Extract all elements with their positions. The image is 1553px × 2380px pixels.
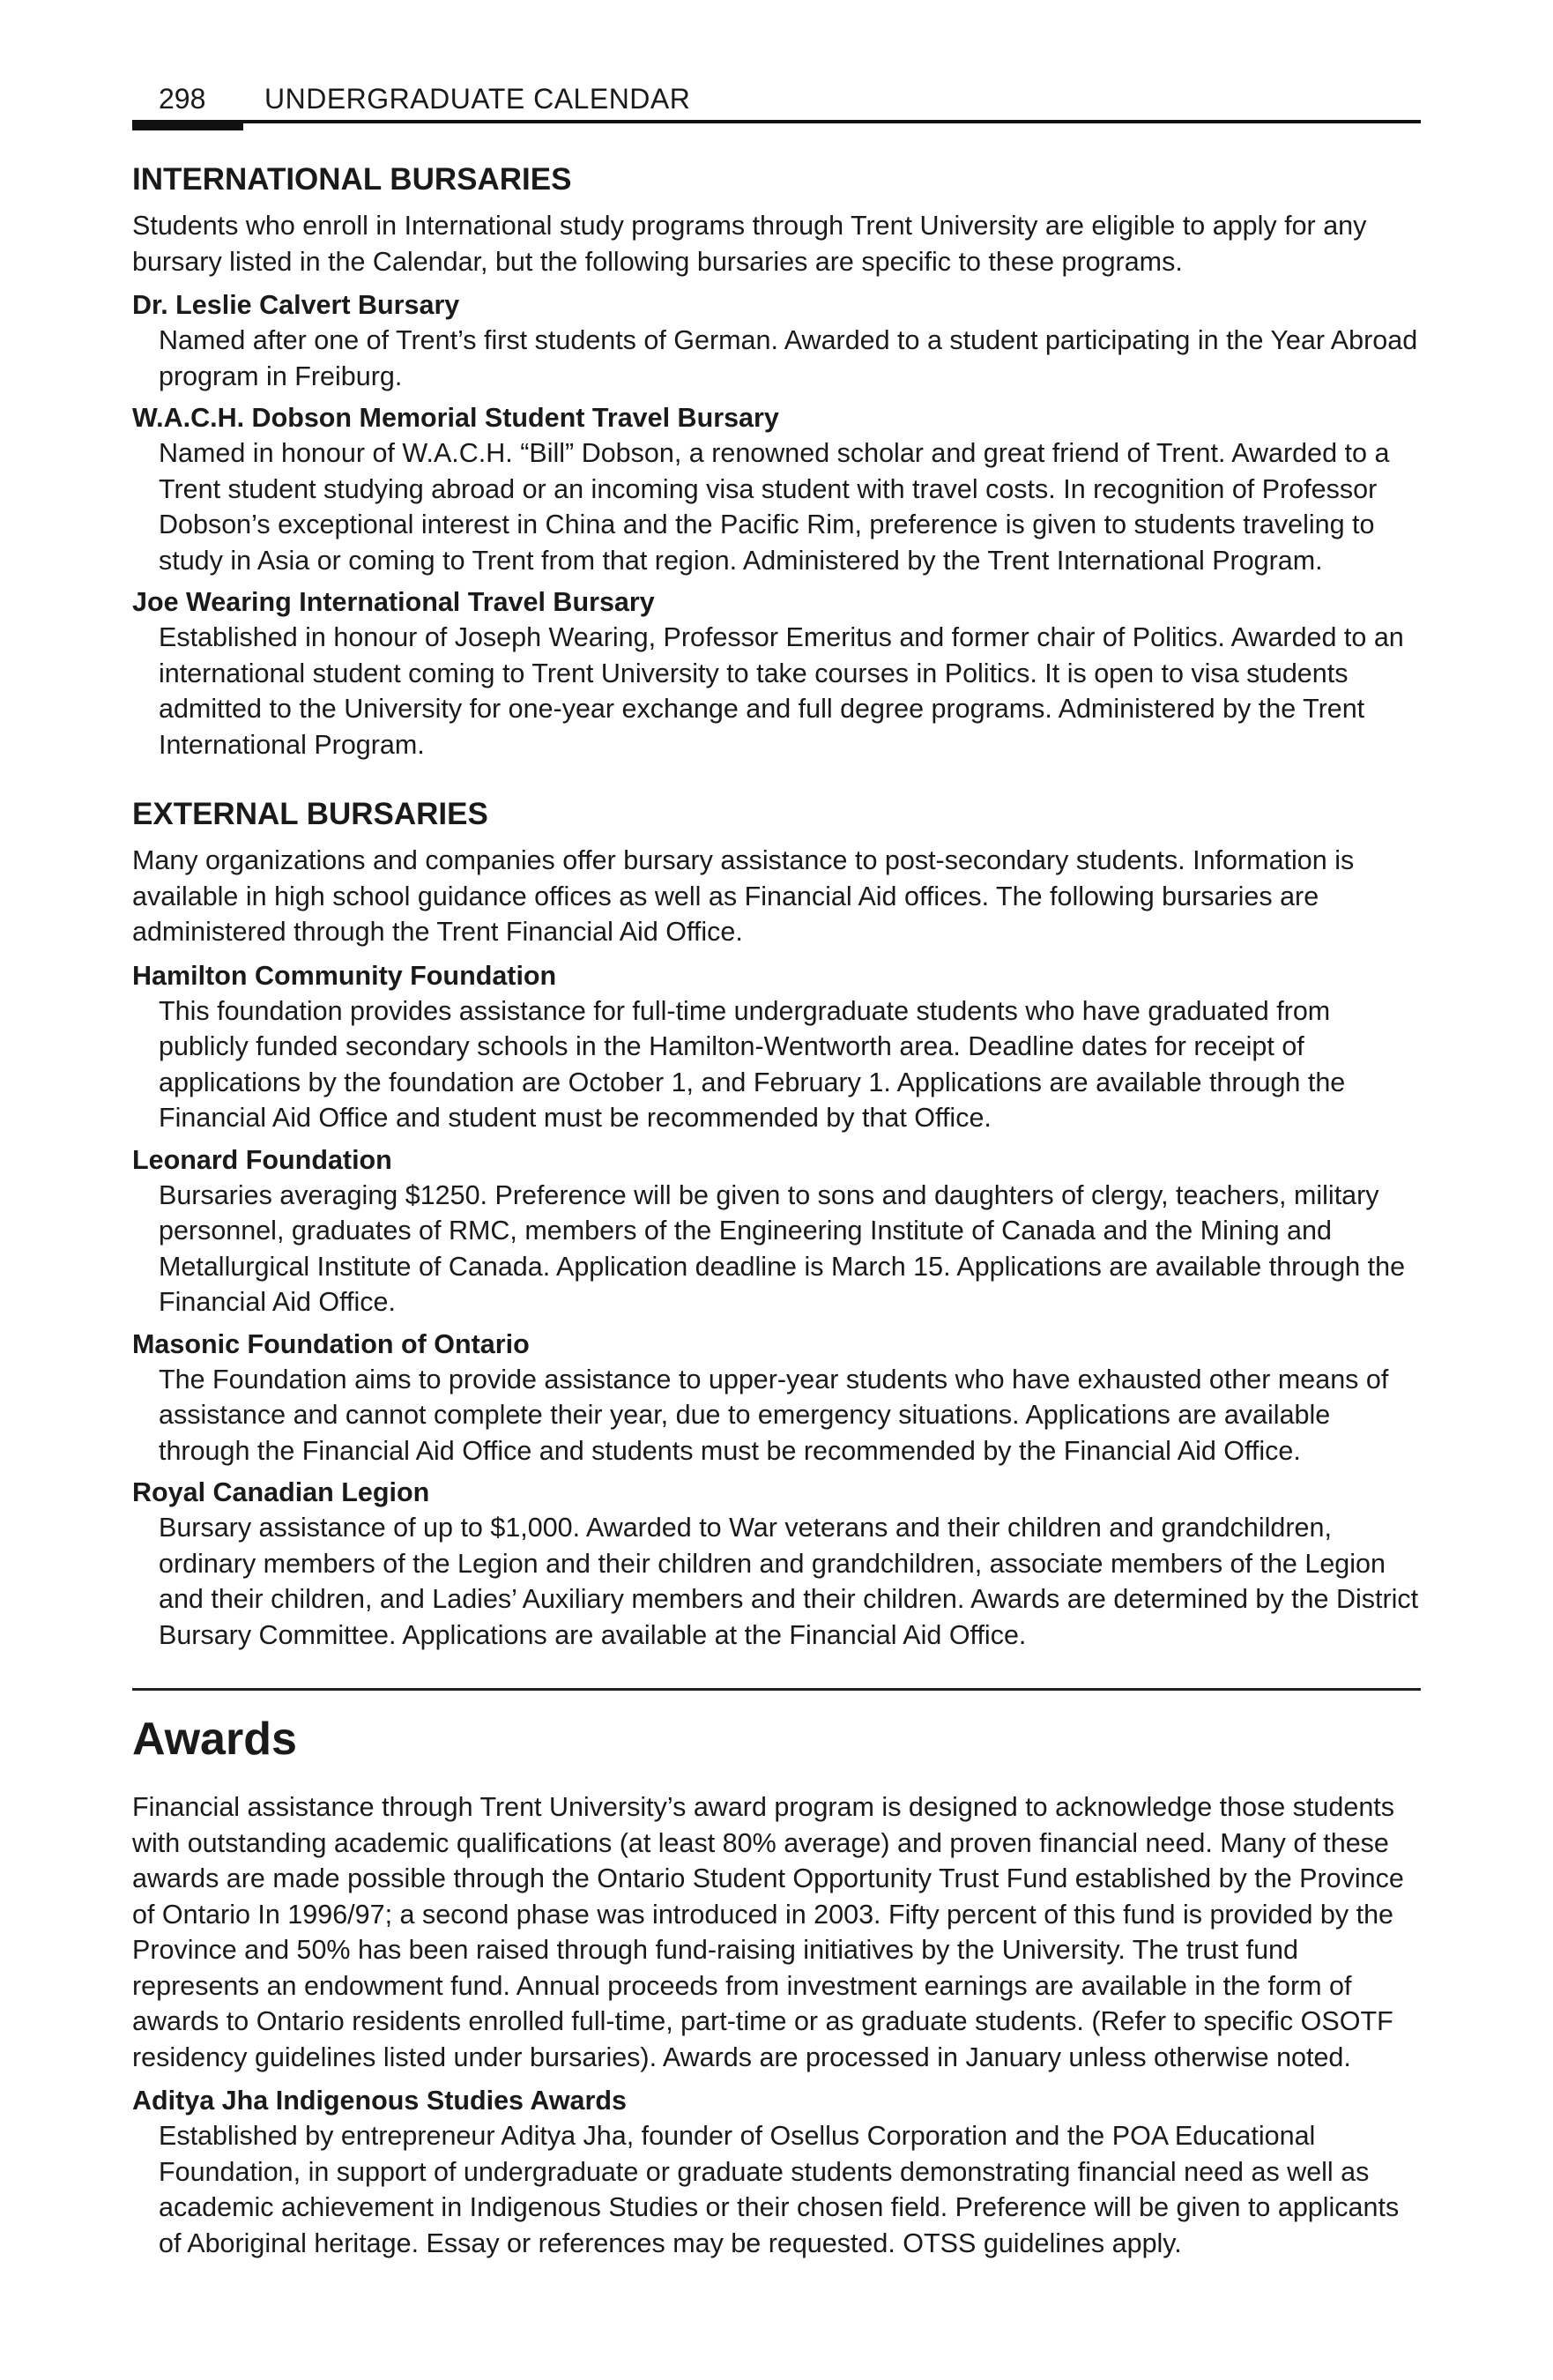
awards-intro: Financial assistance through Trent University’s award program is designed to acknowledge those students with outstanding academic qualifications (at least 80% average) and proven financial need. Many of these awards are made possible through the Ontario Student Opportunity Trust Fund established by the Province of Ontario In 1996/97; a second phase was introduced in 2003. Fifty percent of this fund is provided by the Province and 50% has been raised through fund-raising initiatives by the University. The trust fund represents an endowment fund. Annual proceeds from investment earnings are available in the form of awards to Ontario residents enrolled full-time, part-time or as graduate students. (Refer to specific OSOTF residency guidelines listed under bursaries). Awards are processed in January unless otherwise noted. — [132, 1792, 1404, 2072]
bursary-entry — [132, 400, 1421, 578]
bursary-description: Bursary assistance of up to $1,000. Awarded to War veterans and their children and grandchildren, ordinary members of the Legion and their children and grandchildren, associate members of the Legion and their children, and Ladies’ Auxiliary members and their children. Awards are determined by the District Bursary Committee. Applications are available at the Financial Aid Office. — [159, 1513, 1419, 1650]
bursary-name: Royal Canadian Legion — [132, 1477, 430, 1507]
header-tab-marker — [132, 120, 243, 130]
bursary-entry — [132, 958, 1421, 1136]
running-header-title: UNDERGRADUATE CALENDAR — [264, 83, 691, 115]
page-content — [132, 160, 1421, 2267]
bursary-entry — [132, 1475, 1421, 1653]
section-title: EXTERNAL BURSARIES — [132, 797, 488, 831]
awards-section — [132, 1712, 1421, 2261]
international-bursaries-section — [132, 160, 1421, 762]
section-divider — [132, 1688, 1421, 1691]
bursary-name: Masonic Foundation of Ontario — [132, 1328, 530, 1359]
bursary-entry — [132, 1142, 1421, 1320]
bursary-description: Named in honour of W.A.C.H. “Bill” Dobson, a renowned scholar and great friend of Trent. Awarded to a Trent student studying abroad or an incoming visa student with travel costs. In recognition of Professor Dobson’s exceptional interest in China and the Pacific Rim, preference is given to students traveling to study in Asia or coming to Trent from that region. Administered by the Trent International Program. — [159, 438, 1390, 576]
bursary-name: Joe Wearing International Travel Bursary — [132, 587, 655, 617]
header-rule — [132, 120, 1421, 123]
awards-heading: Awards — [132, 1714, 297, 1765]
bursary-description: This foundation provides assistance for full-time undergraduate students who have graduated from publicly funded secondary schools in the Hamilton-Wentworth area. Deadline dates for receipt of applications by the foundation are October 1, and February 1. Applications are available through the Financial Aid Office and student must be recommended by that Office. — [159, 995, 1346, 1133]
bursary-description: Bursaries averaging $1250. Preference will be given to sons and daughters of clergy, teachers, military personnel, graduates of RMC, members of the Engineering Institute of Canada and the Mining and Metallurgical Institute of Canada. Application deadline is March 15. Applications are available through the Financial Aid Office. — [159, 1179, 1406, 1317]
bursary-entry — [132, 584, 1421, 762]
running-header — [132, 81, 1421, 134]
bursary-name: Dr. Leslie Calvert Bursary — [132, 290, 460, 320]
bursary-description: Named after one of Trent’s first students of German. Awarded to a student participating in the Year Abroad program in Freiburg. — [159, 325, 1418, 391]
bursary-description: The Foundation aims to provide assistance to upper-year students who have exhausted other means of assistance and cannot complete their year, due to emergency situations. Applications are available through the Financial Aid Office and students must be recommended by the Financial Aid Office. — [159, 1364, 1389, 1466]
bursary-entry — [132, 1327, 1421, 1469]
award-entry — [132, 2083, 1421, 2261]
section-title: INTERNATIONAL BURSARIES — [132, 162, 572, 197]
section-intro: Many organizations and companies offer bursary assistance to post-secondary students. Information is available in high school guidance offices as well as Financial Aid offices. The following bursaries are administered through the Trent Financial Aid Office. — [132, 845, 1355, 947]
bursary-entry — [132, 287, 1421, 394]
award-description: Established by entrepreneur Aditya Jha, founder of Osellus Corporation and the POA Educational Foundation, in support of undergraduate or graduate students demonstrating financial need as well as academic achievement in Indigenous Studies or their chosen field. Preference will be given to applicants of Aboriginal heritage. Essay or references may be requested. OTSS guidelines apply. — [159, 2121, 1400, 2258]
bursary-name: W.A.C.H. Dobson Memorial Student Travel Bursary — [132, 403, 779, 433]
award-name: Aditya Jha Indigenous Studies Awards — [132, 2086, 627, 2116]
section-spacer — [132, 769, 1421, 795]
external-bursaries-section — [132, 795, 1421, 1653]
bursary-name: Leonard Foundation — [132, 1144, 392, 1175]
bursary-name: Hamilton Community Foundation — [132, 960, 557, 991]
page-number: 298 — [159, 83, 206, 115]
bursary-description: Established in honour of Joseph Wearing, Professor Emeritus and former chair of Politics. Awarded to an international student coming to Trent University to take courses in Politics. It is open to visa students admitted to the University for one-year exchange and full degree programs. Administered by the Trent International Program. — [159, 622, 1404, 760]
section-intro: Students who enroll in International study programs through Trent University are eligible to apply for any bursary listed in the Calendar, but the following bursaries are specific to these programs. — [132, 211, 1367, 277]
